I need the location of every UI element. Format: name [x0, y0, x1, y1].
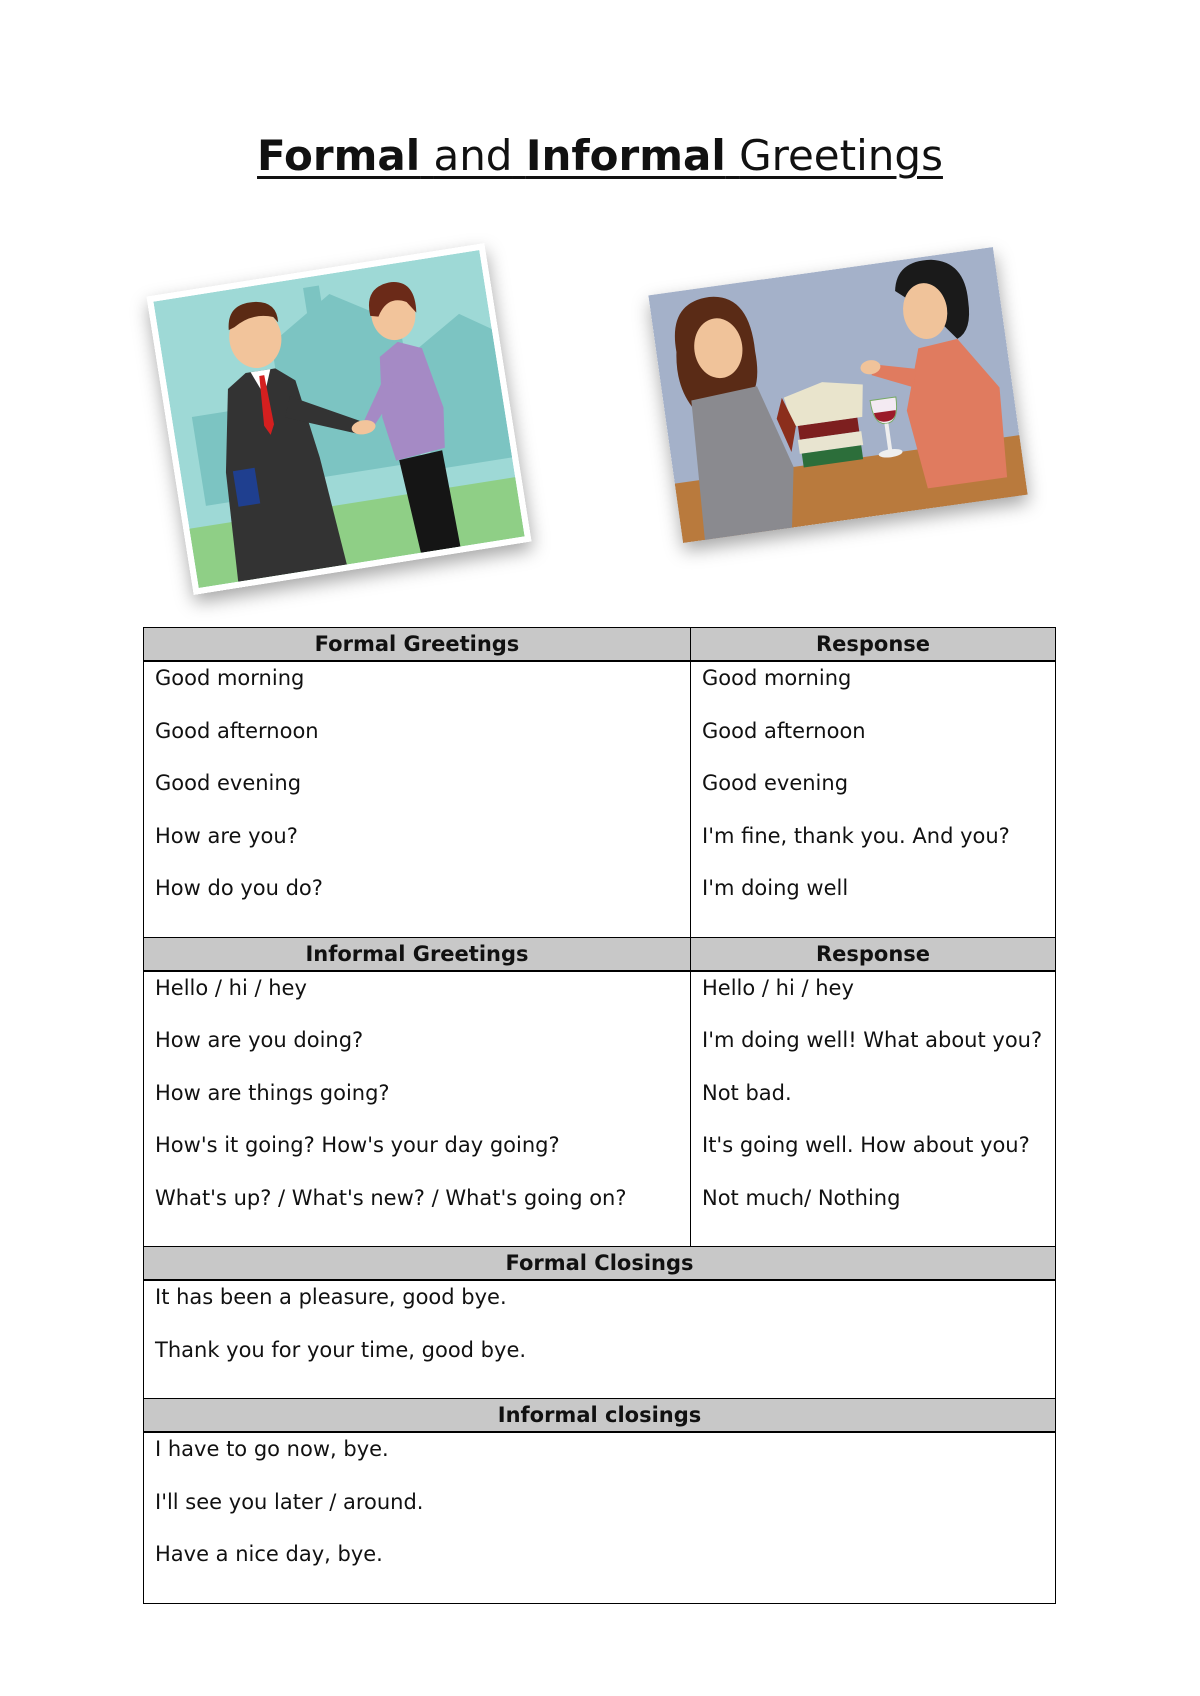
list-item: Good morning	[702, 666, 852, 690]
list-item: I'm doing well! What about you?	[702, 1028, 1043, 1052]
formal-closings-header-row	[144, 1247, 1056, 1281]
informal-responses-cell	[691, 971, 1056, 1247]
list-item: Not bad.	[702, 1080, 792, 1105]
list-item: I'll see you later / around.	[155, 1489, 424, 1514]
list-item: Good evening	[155, 771, 302, 795]
formal-greeting-illustration	[146, 243, 531, 595]
list-item: I'm fine, thank you. And you?	[702, 823, 1010, 848]
formal-greetings-cell	[144, 661, 691, 937]
formal-greetings-header: Formal Greetings	[144, 628, 691, 662]
informal-closings-header-row	[144, 1399, 1056, 1433]
title-word-formal: Formal	[257, 131, 421, 180]
list-item: Good morning	[155, 666, 305, 690]
informal-response-header: Response	[691, 937, 1056, 971]
list-item: Have a nice day, bye.	[155, 1542, 383, 1566]
informal-closings-cell	[144, 1432, 1056, 1603]
informal-greetings-header: Informal Greetings	[144, 937, 691, 971]
list-item: How are things going?	[155, 1080, 390, 1105]
list-item: It has been a pleasure, good bye.	[155, 1285, 507, 1309]
informal-greetings-row	[144, 971, 1056, 1247]
list-item: What's up? / What's new? / What's going on?	[155, 1185, 627, 1210]
list-item: Good evening	[702, 771, 849, 795]
list-item: How do you do?	[155, 876, 323, 900]
formal-response-header: Response	[691, 628, 1056, 662]
list-item: How are you?	[155, 823, 298, 848]
formal-closings-cell	[144, 1280, 1056, 1399]
title-word-and-text: and	[433, 131, 513, 180]
list-item: How are you doing?	[155, 1028, 364, 1052]
title-word-informal: Informal	[525, 131, 726, 180]
informal-closings-header: Informal closings	[144, 1399, 1056, 1433]
list-item: Not much/ Nothing	[702, 1185, 901, 1210]
formal-responses-cell	[691, 661, 1056, 937]
formal-greetings-header-row	[144, 628, 1056, 662]
title-space	[512, 131, 525, 180]
list-item: I'm doing well	[702, 876, 849, 900]
list-item: Good afternoon	[702, 718, 866, 743]
informal-closings-row	[144, 1432, 1056, 1603]
list-item: It's going well. How about you?	[702, 1133, 1030, 1157]
formal-closings-row	[144, 1280, 1056, 1399]
formal-closings-header: Formal Closings	[144, 1247, 1056, 1281]
greetings-table	[143, 627, 1056, 1604]
list-item: Thank you for your time, good bye.	[155, 1337, 527, 1362]
informal-greeting-illustration	[648, 247, 1027, 543]
title-word-greetings: Greetings	[739, 131, 943, 180]
list-item: Hello / hi / hey	[702, 975, 854, 1000]
list-item: Good afternoon	[155, 718, 319, 743]
title-space-2	[726, 131, 739, 180]
list-item: I have to go now, bye.	[155, 1437, 389, 1461]
page-title	[0, 128, 1200, 184]
formal-greetings-row	[144, 661, 1056, 937]
list-item: How's it going? How's your day going?	[155, 1133, 560, 1157]
informal-greetings-cell	[144, 971, 691, 1247]
title-word-and	[420, 131, 433, 180]
informal-greetings-header-row	[144, 937, 1056, 971]
list-item: Hello / hi / hey	[155, 975, 307, 1000]
